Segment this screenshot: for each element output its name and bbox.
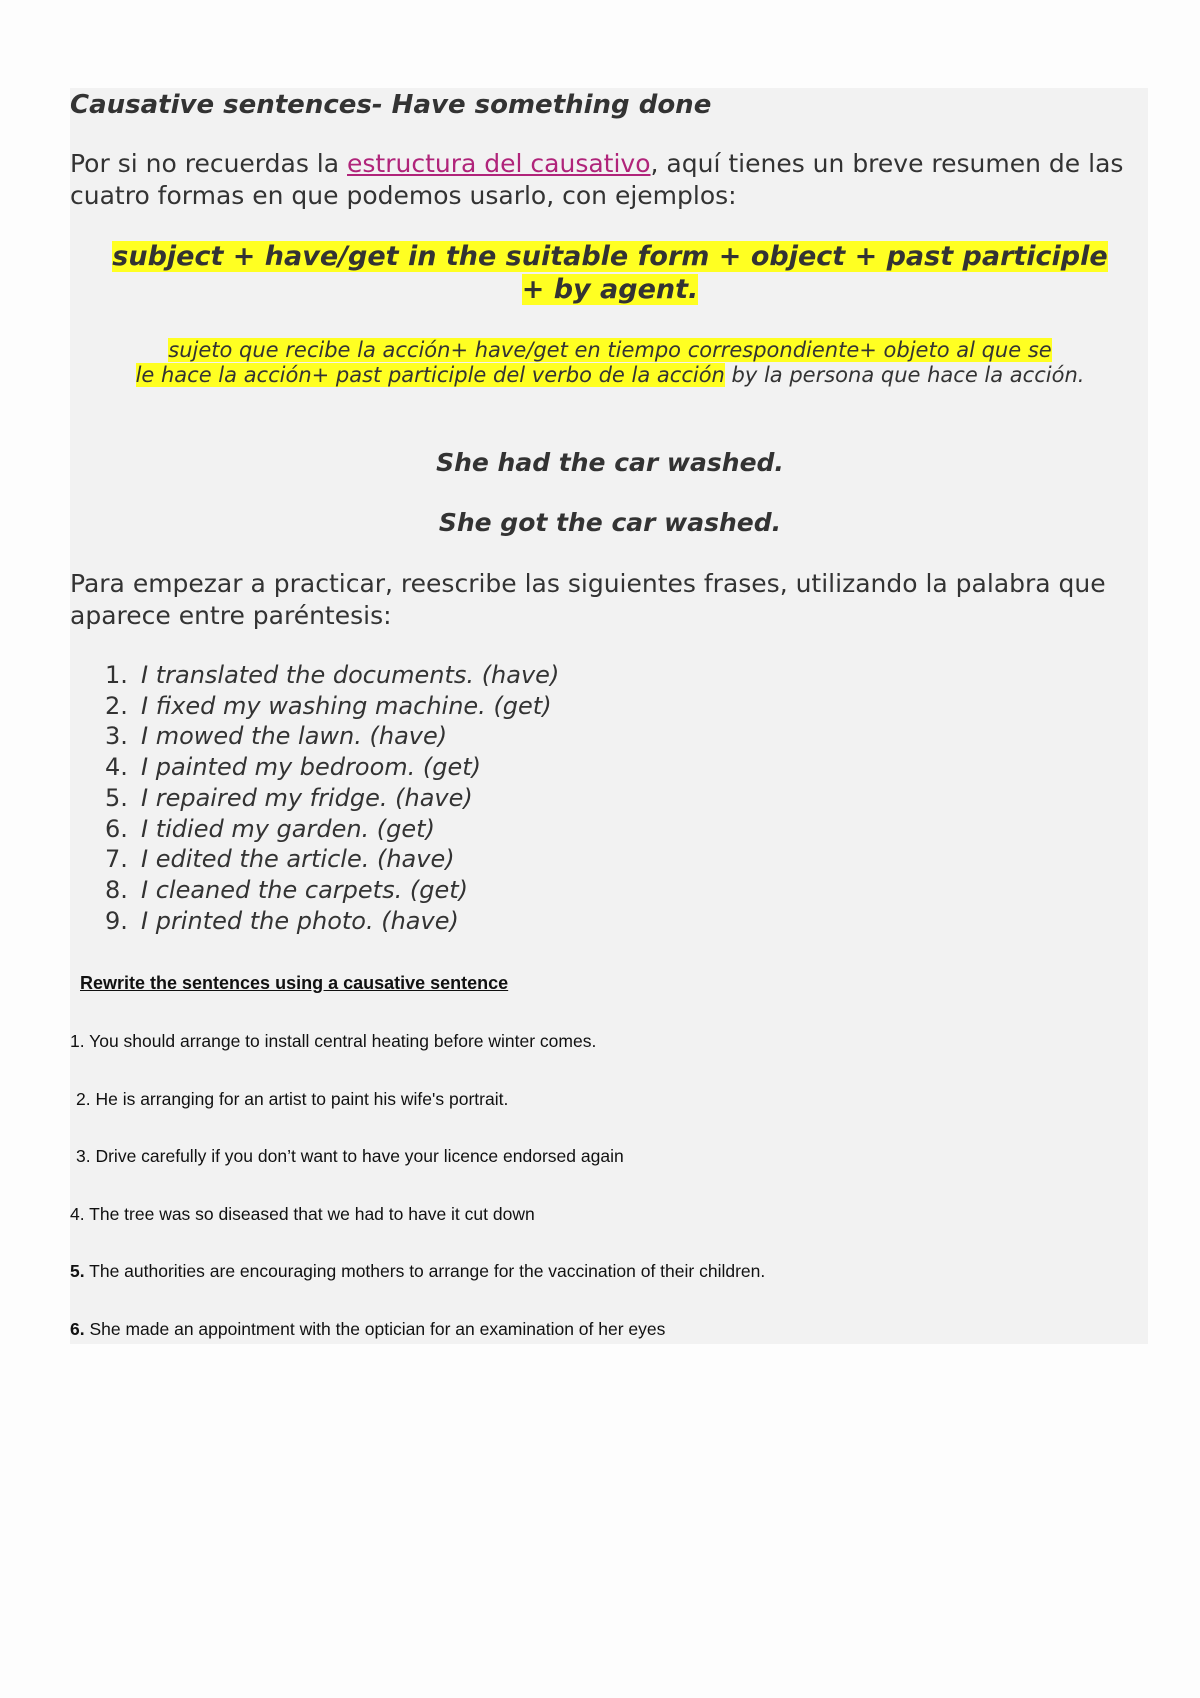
rewrite-item [70, 1318, 1070, 1376]
practice-item [105, 875, 805, 906]
item-text: The tree was so diseased that we had to have it cut down [84, 1203, 535, 1224]
practice-item [105, 844, 805, 875]
item-text: I printed the photo. (have) [141, 906, 459, 935]
rewrite-heading: Rewrite the sentences using a causative sentence [80, 973, 509, 993]
item-number: 6. [70, 1318, 85, 1339]
item-text: The authorities are encouraging mothers to arrange for the vaccination of their children. [84, 1261, 766, 1281]
practice-list [105, 660, 805, 936]
item-text: I edited the article. (have) [141, 845, 455, 874]
formula-line-2: + by agent. [521, 274, 699, 305]
item-number: 5. [70, 1261, 85, 1281]
item-number: 8. [105, 875, 128, 904]
example-sentence: She had the car washed. [436, 448, 784, 477]
rewrite-list [70, 1030, 1070, 1375]
item-text: You should arrange to install central heating before winter comes. [84, 1031, 597, 1051]
item-number: 6. [105, 814, 128, 843]
formula-block [70, 240, 1150, 306]
practice-item [105, 691, 805, 722]
rewrite-item [70, 1030, 1070, 1088]
rewrite-item [70, 1260, 1070, 1318]
example-sentence: She got the car washed. [438, 508, 782, 537]
practice-instructions: Para empezar a practicar, reescribe las siguientes frases, utilizando la palabra que aparece entre paréntesis: [70, 569, 1106, 630]
intro-paragraph [70, 148, 1150, 212]
item-number: 4. [105, 753, 128, 782]
page-title: Causative sentences- Have something done [70, 90, 712, 120]
formula-line-1: subject + have/get in the suitable form + object + past participle [112, 241, 1108, 272]
spanish-formula-line-2: le hace la acción+ past participle del verbo de la acción [135, 363, 725, 387]
item-text: I cleaned the carpets. (get) [141, 875, 468, 904]
practice-item [105, 814, 805, 845]
item-text: I fixed my washing machine. (get) [141, 691, 552, 720]
item-number: 3. [76, 1146, 91, 1166]
spanish-formula-line-1: sujeto que recibe la acción+ have/get en tiempo correspondiente+ objeto al que se [168, 338, 1052, 362]
rewrite-item [70, 1145, 1070, 1203]
item-text: She made an appointment with the optician for an examination of her eyes [84, 1318, 666, 1339]
item-text: I painted my bedroom. (get) [141, 753, 482, 782]
practice-item [105, 906, 805, 937]
item-number: 2. [105, 691, 128, 720]
item-text: I tidied my garden. (get) [141, 814, 435, 843]
item-number: 9. [105, 906, 128, 935]
item-number: 5. [105, 783, 128, 812]
practice-item [105, 721, 805, 752]
item-text: I translated the documents. (have) [141, 661, 560, 689]
intro-text-after: , aquí tienes un breve resumen de las cuatro formas en que podemos usarlo, con ejemplos: [70, 149, 1124, 210]
causative-structure-link[interactable]: estructura del causativo [347, 149, 651, 178]
item-text: Drive carefully if you don’t want to have your licence endorsed again [90, 1146, 624, 1166]
item-number: 4. [70, 1203, 85, 1224]
intro-text-before: Por si no recuerdas la [70, 149, 348, 178]
item-number: 7. [105, 845, 128, 874]
item-number: 1. [105, 661, 128, 689]
item-text: I mowed the lawn. (have) [141, 722, 448, 751]
item-text: I repaired my fridge. (have) [141, 783, 473, 812]
item-number: 3. [105, 722, 128, 751]
item-number: 2. [76, 1088, 91, 1109]
rewrite-item [70, 1088, 1070, 1146]
spanish-formula-block [70, 338, 1150, 388]
item-number: 1. [70, 1031, 85, 1051]
spanish-formula-plain: by la persona que hace la acción. [724, 363, 1085, 387]
practice-item [105, 660, 805, 691]
rewrite-item [70, 1203, 1070, 1261]
item-text: He is arranging for an artist to paint his wife's portrait. [90, 1088, 509, 1109]
practice-item [105, 752, 805, 783]
practice-item [105, 783, 805, 814]
